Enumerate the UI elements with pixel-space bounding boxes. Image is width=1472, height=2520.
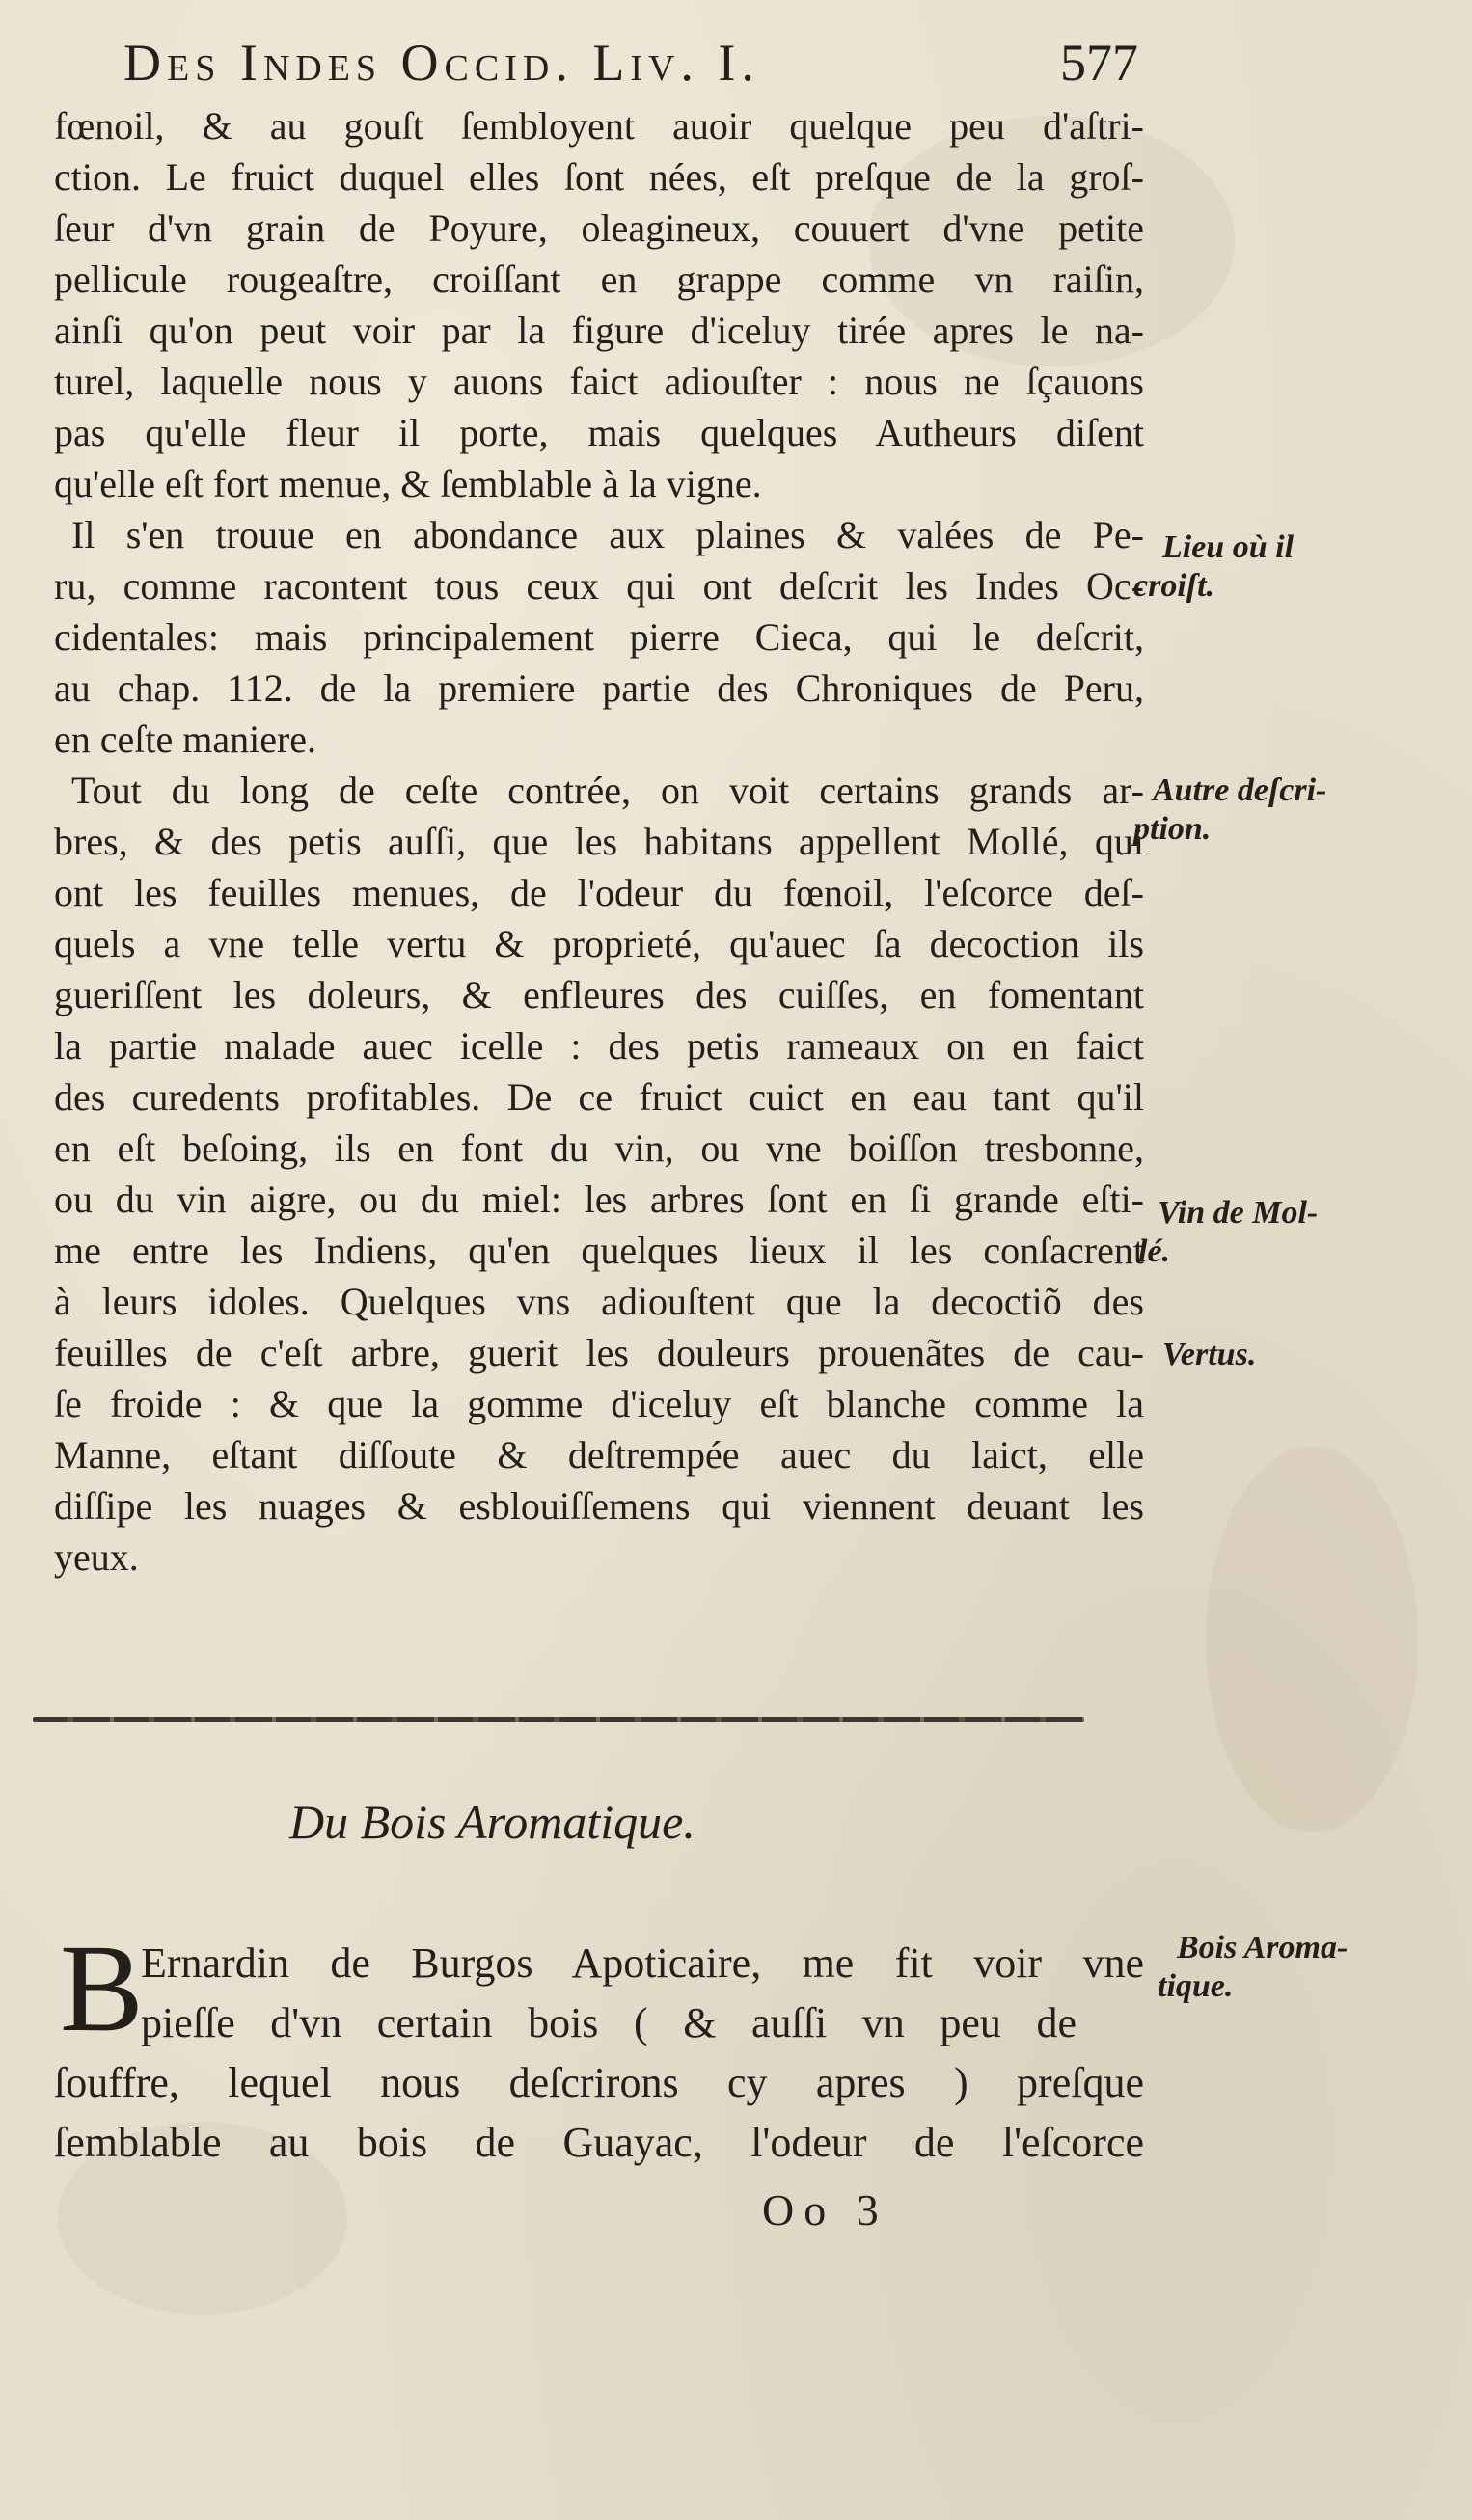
margin-note-line: lé.: [1138, 1233, 1171, 1269]
text-line: ſouffre, lequel nous deſcrirons cy apres ) preſque: [54, 2059, 1144, 2106]
text-line: quels a vne telle vertu & proprieté, qu'auec ſa decoction ils: [54, 922, 1144, 965]
text-line: feuilles de c'eſt arbre, guerit les douleurs prouenãtes de cau-: [54, 1331, 1144, 1374]
text-line: Tout du long de ceſte contrée, on voit certains grands ar-: [71, 769, 1144, 812]
text-line: cidentales: mais principalement pierre Cieca, qui le deſcrit,: [54, 615, 1144, 659]
text-line: Ernardin de Burgos Apoticaire, me fit voir vne: [141, 1939, 1144, 1987]
margin-note: [1162, 1336, 1256, 1374]
text-line: Manne, eſtant diſſoute & deſtrempée auec du laict, elle: [54, 1433, 1144, 1477]
running-head: Des Indes Occid. Liv. I.: [123, 34, 760, 92]
margin-note-line: Lieu où il: [1162, 529, 1295, 565]
text-line: à leurs idoles. Quelques vns adiouſtent que la decoctiõ des: [54, 1280, 1144, 1323]
text-line: ſeur d'vn grain de Poyure, oleagineux, couuert d'vne petite: [54, 206, 1144, 250]
margin-note-line: Vertus.: [1162, 1337, 1257, 1372]
margin-note-line: Autre deſcri-: [1153, 772, 1327, 808]
section-text: [54, 1934, 1144, 2173]
section-title: Du Bois Aromatique.: [289, 1795, 695, 1849]
margin-note-line: Bois Aroma-: [1177, 1930, 1349, 1965]
text-line: ou du vin aigre, ou du miel: les arbres ſont en ſi grande eſti-: [54, 1178, 1144, 1221]
margin-note: [1138, 1194, 1319, 1271]
text-line: en eſt beſoing, ils en font du vin, ou vne boiſſon tresbonne,: [54, 1126, 1144, 1170]
text-line: des curedents profitables. De ce fruict cuict en eau tant qu'il: [54, 1075, 1144, 1119]
margin-note-line: tique.: [1158, 1968, 1234, 2004]
text-line: qu'elle eſt fort menue, & ſemblable à la vigne.: [54, 462, 762, 505]
text-line: Il s'en trouue en abondance aux plaines & valées de Pe-: [71, 513, 1144, 556]
text-line: diſſipe les nuages & esblouiſſemens qui viennent deuant les: [54, 1484, 1144, 1528]
margin-note: [1133, 528, 1295, 606]
drop-cap: B: [60, 1919, 144, 2058]
text-line: me entre les Indiens, qu'en quelques lieux il les conſacrent: [54, 1229, 1144, 1272]
margin-note-line: ption.: [1133, 811, 1212, 847]
text-line: la partie malade auec icelle : des petis rameaux on en faict: [54, 1024, 1144, 1068]
page-number: 577: [1060, 34, 1138, 92]
text-line: ſemblable au bois de Guayac, l'odeur de l'eſcorce: [54, 2119, 1144, 2166]
paper-stain: [1206, 1447, 1418, 1832]
text-line: ont les feuilles menues, de l'odeur du fœnoil, l'eſcorce deſ-: [54, 871, 1144, 914]
text-line: pellicule rougeaſtre, croiſſant en grappe comme vn raiſin,: [54, 257, 1144, 301]
text-line: ſe froide : & que la gomme d'iceluy eſt blanche comme la: [54, 1382, 1144, 1425]
page-header: [116, 29, 1138, 106]
margin-note-line: Vin de Mol-: [1158, 1195, 1319, 1231]
text-line: gueriſſent les doleurs, & enfleures des cuiſſes, en fomentant: [54, 973, 1144, 1016]
text-line: turel, laquelle nous y auons faict adiouſter : nous ne ſçauons: [54, 360, 1144, 403]
text-line: au chap. 112. de la premiere partie des Chroniques de Peru,: [54, 666, 1144, 710]
section-divider: [33, 1717, 1084, 1722]
margin-note-line: croiſt.: [1133, 568, 1215, 604]
text-line: bres, & des petis auſſi, que les habitans appellent Mollé, qui: [54, 820, 1144, 863]
text-line: pieſſe d'vn certain bois ( & auſſi vn peu de: [141, 1999, 1077, 2046]
signature-mark: Oo 3: [762, 2185, 888, 2235]
text-line: ainſi qu'on peut voir par la figure d'iceluy tirée apres le na-: [54, 309, 1144, 352]
text-line: fœnoil, & au gouſt ſembloyent auoir quelque peu d'aſtri-: [54, 104, 1144, 148]
margin-note: [1133, 772, 1327, 849]
main-text: [54, 100, 1144, 1583]
text-line: yeux.: [54, 1535, 139, 1579]
text-line: ru, comme racontent tous ceux qui ont deſcrit les Indes Oc-: [54, 564, 1144, 608]
text-line: en ceſte maniere.: [54, 718, 317, 761]
margin-note: [1158, 1929, 1349, 2006]
text-line: ction. Le fruict duquel elles ſont nées, eſt preſque de la groſ-: [54, 155, 1144, 199]
text-line: pas qu'elle fleur il porte, mais quelques Autheurs diſent: [54, 411, 1144, 454]
